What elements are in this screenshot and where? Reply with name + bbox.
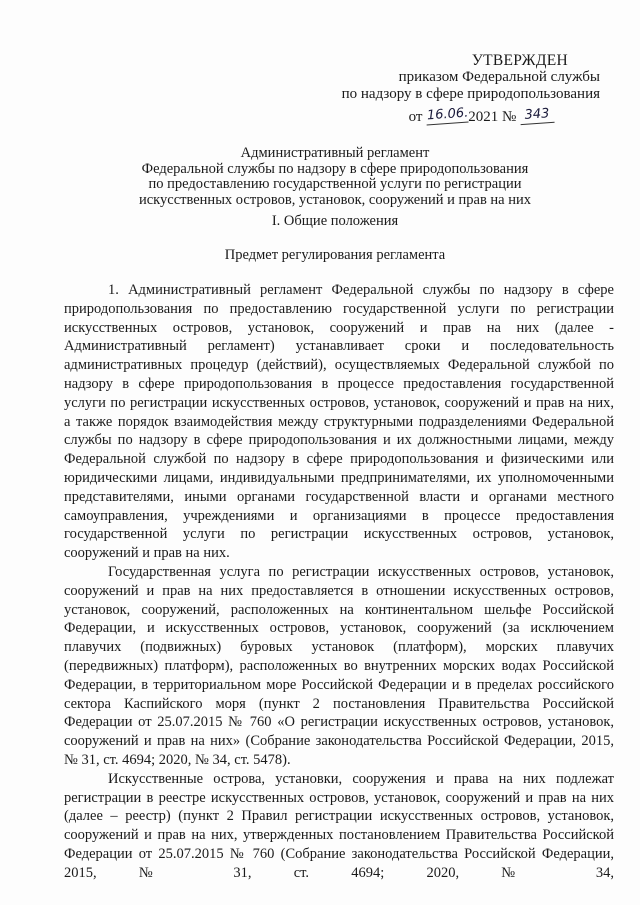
paragraph: Государственная услуга по регистрации искусственных островов, установок, сооружений и прав на них предоставляется в отношении искусственных островов, установок, сооружений, расположенных на континентальном шельфе Российской Федерации, и искусственных островов, установок, сооружений (за исключением плавучих (подвижных) буровых установок (платформ), морских плавучих (передвижных) платформ), расположенных во внутренних морских водах Российской Федерации, в территориальном море Российской Федерации и в пределах российского сектора Каспийского моря (пункт 2 постановления Правительства Российской Федерации от 25.07.2015 № 760 «О регистрации искусственных островов, установок, сооружений и прав на них» (Собрание законодательства Российской Федерации, 2015, № 31, ст. 4694; 2020, № 34, ст. 5478). [64,563,614,768]
approval-order-line: приказом Федеральной службы [398,69,600,85]
approved-label: УТВЕРЖДЕН [471,52,568,69]
approval-date-line [300,105,554,127]
paragraph: Искусственные острова, установки, сооружения и права на них подлежат регистрации в реестре искусственных островов, установок, сооружений и прав на них (далее – реестр) (пункт 2 Правил регистрации искусственных островов, установок, сооружений и прав на них, утвержденных постановлением Правительства Российской Федерации от 25.07.2015 № 760 (Собрание законодательства Российской Федерации, 2015, № 31, ст. 4694; 2020, № 34, [64,770,614,881]
handwritten-date: 16.06. [426,105,469,126]
date-prefix: от [408,109,423,125]
section-heading: I. Общие положения [271,213,399,229]
title-line-3: по предоставлению государственной услуги по регистрации [148,176,522,192]
title-line-2: Федеральной службы по надзору в сфере природопользования [141,160,529,177]
document-title [60,146,610,208]
approval-stamp-block [300,52,600,127]
title-line-4: искусственных островов, установок, сооружений и прав на них [138,191,532,208]
title-line-1: Административный регламент [240,145,430,161]
approval-agency-line: по надзору в сфере природопользования [341,86,600,102]
paragraph: 1. Административный регламент Федеральной службы по надзору в сфере природопользования по предоставлению государственной услуги по регистрации искусственных островов, установок, сооружений и прав на них (далее - Административный регламент) устанавливает сроки и последовательность административных процедур (действий), осуществляемых Федеральной службой по надзору в сфере природопользования в процессе предоставления государственной услуги по регистрации искусственных островов, установок, сооружений и прав на них, а также порядок взаимодействия между структурными подразделениями Федеральной службы по надзору в сфере природопользования и их должностными лицами, между Федеральной службой по надзору в сфере природопользования и физическими или юридическими лицами, индивидуальными предпринимателями, их уполномоченными представителями, иными органами государственной власти и органами местного самоуправления, учреждениями и организациями в процессе предоставления государственной услуги по регистрации искусственных островов, установок, сооружений и прав на них. [64,282,614,562]
handwritten-order-number: 343 [519,105,554,125]
subsection-heading: Предмет регулирования регламента [224,247,446,263]
document-body [64,281,614,883]
approval-year: 2021 № [468,109,517,125]
